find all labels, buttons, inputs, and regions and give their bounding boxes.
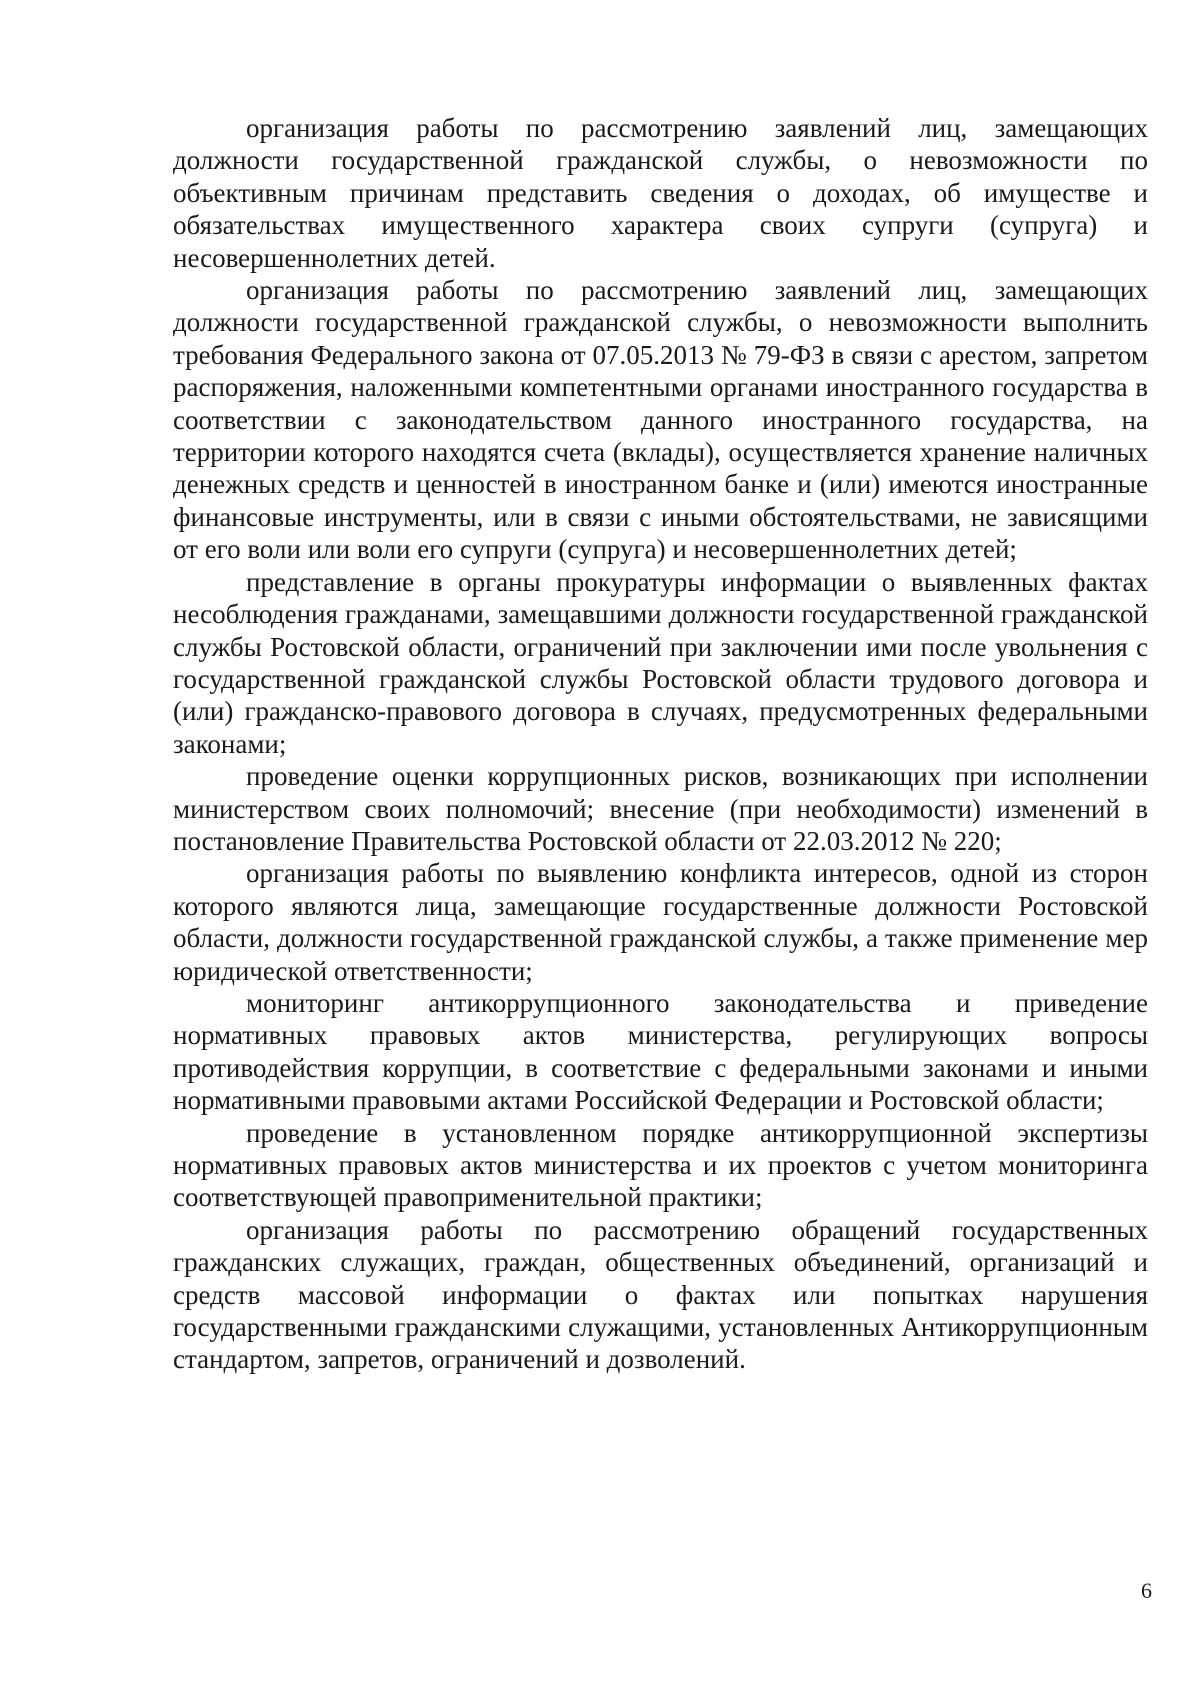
paragraph-6: мониторинг антикоррупционного законодательства и приведение нормативных правовых актов министерства, регулирующих вопросы противодействия коррупции, в соответствие с федеральными законами и иными нормативными правовыми актами Российской Федерации и Ростовской области; xyxy=(173,987,1148,1116)
paragraph-4: проведение оценки коррупционных рисков, возникающих при исполнении министерством своих полномочий; внесение (при необходимости) изменений в постановление Правительства Ростовской области от 22.03.2012 № 220; xyxy=(173,761,1148,856)
paragraph-7: проведение в установленном порядке антикоррупционной экспертизы нормативных правовых актов министерства и их проектов с учетом мониторинга соответствующей правоприменительной практики; xyxy=(173,1117,1148,1213)
paragraph-8: организация работы по рассмотрению обращений государственных гражданских служащих, граждан, общественных объединений, организаций и средств массовой информации о фактах или попытках нарушения государственными гражданскими служащими, установленных Антикоррупционным стандартом, запретов, ограничений и дозволений. xyxy=(173,1214,1148,1375)
page-number: 6 xyxy=(1141,1578,1152,1603)
paragraph-5: организация работы по выявлению конфликта интересов, одной из сторон которого являются лица, замещающие государственные должности Ростовской области, должности государственной гражданской службы, а также применение мер юридической ответственности; xyxy=(173,858,1148,986)
paragraph-3: представление в органы прокуратуры информации о выявленных фактах несоблюдения гражданами, замещавшими должности государственной гражданской службы Ростовской области, ограничений при заключении ими после увольнения с государственной гражданской службы Ростовской области трудового договора и (или) гражданско-правового договора в случаях, предусмотренных федеральными законами; xyxy=(173,566,1148,759)
paragraph-1: организация работы по рассмотрению заявлений лиц, замещающих должности государственной гражданской службы, о невозможности по объективным причинам представить сведения о доходах, об имуществе и обязательствах имущественного характера своих супруги (супруга) и несовершеннолетних детей. xyxy=(173,113,1148,273)
paragraph-2: организация работы по рассмотрению заявлений лиц, замещающих должности государственной гражданской службы, о невозможности выполнить требования Федерального закона от 07.05.2013 № 79-ФЗ в связи с арестом, запретом распоряжения, наложенными компетентными органами иностранного государства в соответствии с законодательством данного иностранного государства, на территории которого находятся счета (вклады), осуществляется хранение наличных денежных средств и ценностей в иностранном банке и (или) имеются иностранные финансовые инструменты, или в связи с иными обстоятельствами, не зависящими от его воли или воли его супруги (супруга) и несовершеннолетних детей; xyxy=(173,275,1148,565)
document-body xyxy=(173,112,1148,1376)
